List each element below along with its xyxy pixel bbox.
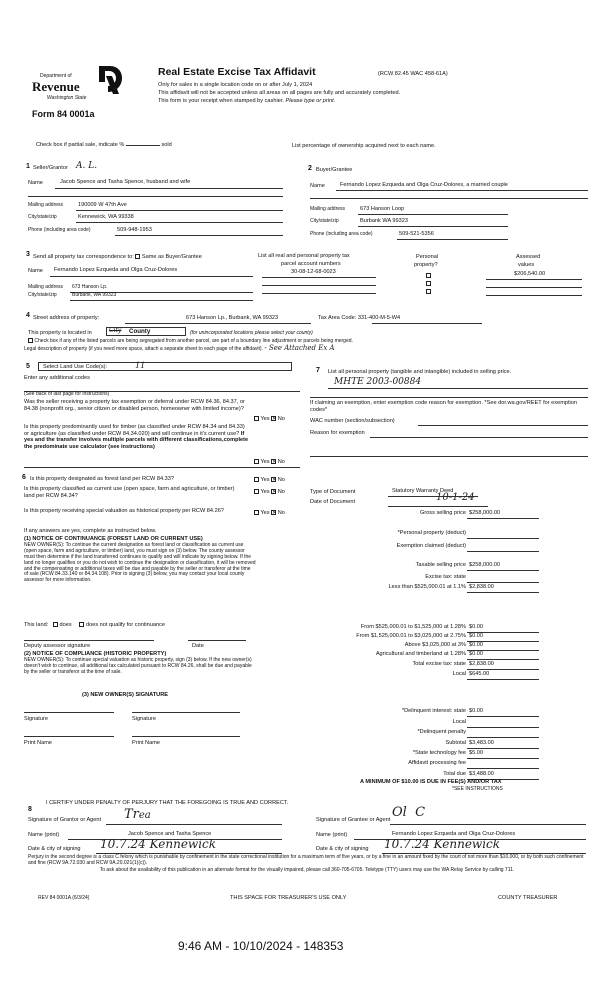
notice2-body: NEW OWNER(S): To continue special valuation as historic property, sign (3) below. If the new owner(s) doesn't wish to continue, all additional tax calculated pursuant to RCW 84.26, shall be due and payable by the seller or transferor at the time of sale. xyxy=(24,657,252,675)
assessed-value[interactable]: $206,540.00 xyxy=(514,271,546,277)
tax-row-value[interactable]: $0.00 xyxy=(469,642,483,648)
grantor-signature[interactable]: Trea xyxy=(124,807,151,822)
s6-q2-yes-checkbox[interactable] xyxy=(254,489,259,494)
section8-num: 8 xyxy=(28,806,32,813)
print-name-label-1: Print Name xyxy=(24,740,52,746)
recording-stamp: 9:46 AM - 10/10/2024 - 148353 xyxy=(178,939,344,953)
s6-q3-yes-checkbox[interactable] xyxy=(254,510,259,515)
q2-no: No xyxy=(277,459,285,465)
buyer-phone[interactable]: 509-521-5356 xyxy=(399,231,434,237)
grantee-date-label: Date & city of signing xyxy=(316,846,369,852)
tax-row-label: Agricultural and timberland at 1.28% xyxy=(375,651,466,657)
tax-row-label: *Delinquent penalty xyxy=(417,729,466,735)
grantor-sig-label: Signature of Grantor or Agent xyxy=(28,817,102,823)
s6-q1-yes-checkbox[interactable] xyxy=(254,477,259,482)
county-struck: City xyxy=(109,327,122,334)
legal-description-label: Legal description of property (if you need more space, attach a separate sheet to each page of the affidavit). xyxy=(24,346,263,352)
corr-name-label: Name xyxy=(28,268,43,274)
landuse-num: 5 xyxy=(26,363,30,370)
tax-row-value[interactable]: $0.00 xyxy=(469,708,483,714)
tax-row-label: *Delinquent interest: state xyxy=(401,708,466,714)
tax-row-value[interactable]: $0.00 xyxy=(469,633,483,639)
located-label: This property is located in xyxy=(28,330,92,336)
doc-type[interactable]: Statutory Warranty Deed xyxy=(392,488,454,494)
corr-name[interactable]: Fernando Lopez Ezqueda and Olga Cruz-Dolores xyxy=(54,267,178,273)
treasurer-space: THIS SPACE FOR TREASURER'S USE ONLY xyxy=(230,895,347,901)
q2-no-checkbox[interactable]: ✕ xyxy=(272,459,277,466)
legal-handwriting[interactable]: - See Attached Ex A xyxy=(264,344,335,352)
personal-num: 7 xyxy=(316,367,320,374)
tax-row-label: Affidavit processing fee xyxy=(408,760,466,766)
same-as-buyer-label: Same as Buyer/Grantee xyxy=(141,254,202,260)
tax-row-label: Total excise tax: state xyxy=(412,661,466,667)
reason-label: Reason for exemption xyxy=(310,430,365,436)
grantor-print-name[interactable]: Jacob Spence and Tasha Spence xyxy=(128,831,212,837)
signature-label-2: Signature xyxy=(132,716,156,722)
tax-row-label: Gross selling price xyxy=(419,510,466,516)
personal-heading-2: property? xyxy=(414,262,438,268)
tax-row-label: Total due xyxy=(443,771,466,777)
land-use-select[interactable] xyxy=(38,362,292,371)
s6-q3-no: No xyxy=(277,510,285,516)
land-use-code: 11 xyxy=(135,361,146,370)
buyer-num: 2 xyxy=(308,165,312,172)
seller-city[interactable]: Kennewick, WA 99338 xyxy=(78,214,134,220)
tax-area-code[interactable]: 331-400-M-5-W4 xyxy=(357,315,401,321)
tax-row-value[interactable]: $5.00 xyxy=(469,750,483,756)
seller-city-label: City/state/zip xyxy=(28,214,57,220)
grantee-print-label: Name (print) xyxy=(316,832,348,838)
seller-heading: Seller/Grantor xyxy=(33,165,68,171)
if-yes-note: If any answers are yes, complete as instructed below. xyxy=(24,528,157,534)
tax-row-value[interactable]: $258,000.00 xyxy=(469,510,501,516)
does-label: does xyxy=(59,622,72,628)
county-note: (for unincorporated locations please select your county) xyxy=(190,330,313,336)
same-as-buyer-checkbox[interactable] xyxy=(135,254,140,259)
correspondence-num: 3 xyxy=(26,251,30,258)
corr-mailing[interactable]: 673 Hanson Lp. xyxy=(72,284,108,290)
deputy-date-label: Date xyxy=(192,643,204,649)
street-num: 4 xyxy=(26,312,30,319)
buyer-city-label: City/state/zip xyxy=(310,218,339,224)
s6-q3: Is this property receiving special valuation as historical property per RCW 84.26? xyxy=(24,508,224,514)
dept-top: Department of xyxy=(40,73,72,79)
notice2-title: (2) NOTICE OF COMPLIANCE (HISTORIC PROPERTY) xyxy=(24,651,167,657)
correspondence-heading: Send all property tax correspondence to: xyxy=(33,254,134,260)
notice1-title: (1) NOTICE OF CONTINUANCE (FOREST LAND OR CURRENT USE) xyxy=(24,536,203,542)
seller-handwriting: A. L. xyxy=(76,161,98,171)
grantee-sig-label: Signature of Grantee or Agent xyxy=(316,817,391,823)
q1-no: No xyxy=(277,416,285,422)
statute: (RCW 82.45 WAC 458-61A) xyxy=(378,71,448,77)
doc-type-label: Type of Document xyxy=(310,489,356,495)
tax-row-value[interactable]: $645.00 xyxy=(469,671,490,677)
buyer-name[interactable]: Fernando Lopez Ezqueda and Olga Cruz-Dolores, a married couple xyxy=(340,182,508,188)
assessed-heading-1: Assessed xyxy=(516,254,541,260)
tax-row-label: Above $3,025,000 at 3% xyxy=(404,642,466,648)
buyer-mailing-label: Mailing address xyxy=(310,206,346,212)
section6-num: 6 xyxy=(22,474,26,481)
buyer-city[interactable]: Burbank WA 99323 xyxy=(360,218,408,224)
dor-logo-mark xyxy=(96,64,124,96)
partial-sale-label: Check box if partial sale, indicate % xyxy=(36,142,125,148)
q1-yes: Yes xyxy=(260,416,270,422)
header-line-2: This affidavit will not be accepted unless all areas on all pages are fully and accurately completed. xyxy=(158,90,401,96)
tax-row-label: From $1,525,000.01 to $3,025,000 at 2.75% xyxy=(356,633,466,639)
landuse-q2b: If yes and the transfer involves multiple parcels with different classifications,complete the predominate use calculator (see instructions) xyxy=(24,430,249,450)
wac-label: WAC number (section/subsection) xyxy=(310,418,395,424)
buyer-heading: Buyer/Grantee xyxy=(316,167,353,173)
tax-row-label: Less than $525,000.01 at 1.1% xyxy=(388,584,466,590)
form-number: Form 84 0001a xyxy=(32,109,95,119)
tax-area-label: Tax Area Code: xyxy=(318,315,357,321)
tax-row-label: *State technology fee xyxy=(412,750,466,756)
buyer-mailing[interactable]: 673 Hanson Loop xyxy=(360,206,405,212)
availability-note: To ask about the availability of this publication in an alternate format for the visually impaired, please call 360-705-6705. Teletype (TTY) users may use the WA Relay Service by calling 711. xyxy=(99,867,515,873)
tax-row-value[interactable]: $3,488.00 xyxy=(469,771,494,777)
partial-sold: sold xyxy=(161,142,172,148)
corr-city[interactable]: Burbank, WA 99323 xyxy=(72,292,117,298)
tax-row-label: Local xyxy=(452,719,466,725)
notice1-body: NEW OWNER(S): To continue the current designation as forest land or classification as current use (open space, farm and agriculture, or timber) land, you must sign on (3) below. The county assessor must then determine if the land transferred continues to qualify and will indicate by signing below. If the land no longer qualifies or you do not wish to continue the designation or classification, it will be removed and the compensating or additional taxes will be due and payable by the seller or transferor at the time of sale (RCW 84.33.140 or 84.34.108). Prior to signing (3) below, you may contact your local county assessor for more information. xyxy=(24,542,256,584)
s6-q3-yes: Yes xyxy=(260,510,270,516)
parcels-heading-1: List all real and personal property tax xyxy=(258,253,350,259)
seller-num: 1 xyxy=(26,163,30,170)
signature-label-1: Signature xyxy=(24,716,48,722)
s6-q3-no-checkbox[interactable]: ✕ xyxy=(272,510,277,517)
grantee-print-name[interactable]: Fernando Lopez Ezqueda and Olga Cruz-Dolores xyxy=(392,831,516,837)
certify-text: I CERTIFY UNDER PENALTY OF PERJURY THAT THE FOREGOING IS TRUE AND CORRECT. xyxy=(46,800,289,806)
personal-handwriting[interactable]: MHTE 2003-00884 xyxy=(334,377,422,387)
additional-codes-label: Enter any additional codes xyxy=(24,375,90,381)
buyer-phone-label: Phone (including area code) xyxy=(310,231,373,237)
land-use-label: Select Land Use Code(s): xyxy=(43,363,108,370)
tax-row-label: Exemption claimed (deduct) xyxy=(396,543,466,549)
does-not-checkbox[interactable] xyxy=(79,622,84,627)
county-select[interactable] xyxy=(106,327,186,336)
s6-q1-no: No xyxy=(277,477,285,483)
tax-row-label: Subtotal xyxy=(445,740,466,746)
county-value: County xyxy=(129,327,151,335)
s6-q1-no-checkbox[interactable]: ✕ xyxy=(272,477,277,484)
form-title: Real Estate Excise Tax Affidavit xyxy=(158,66,316,78)
ownership-note: List percentage of ownership acquired next to each name. xyxy=(292,143,436,149)
s6-q1: Is this property designated as forest land per RCW 84.33? xyxy=(30,476,174,482)
corr-mailing-label: Mailing address xyxy=(28,284,64,290)
doc-date[interactable]: 10-1-24 xyxy=(436,492,475,503)
parcel-number[interactable]: 30-08-12-68-0023 xyxy=(291,269,336,275)
tax-row-label: *Personal property (deduct) xyxy=(397,530,466,536)
personal-checkbox-3[interactable] xyxy=(426,289,431,294)
does-checkbox[interactable] xyxy=(53,622,58,627)
tax-row-label: From $525,000.01 to $1,525,000 at 1.28% xyxy=(360,624,466,630)
new-owner-title: (3) NEW OWNER(S) SIGNATURE xyxy=(82,692,168,698)
doc-date-label: Date of Document xyxy=(310,499,356,505)
personal-checkbox-1[interactable] xyxy=(426,273,431,278)
s6-q2: Is this property classified as current use (open space, farm and agriculture, or timber) land per RCW 84.34? xyxy=(24,486,235,499)
q2-yes-checkbox[interactable] xyxy=(254,459,259,464)
seller-phone[interactable]: 509-948-1953 xyxy=(117,227,152,233)
seller-name[interactable]: Jacob Spence and Tasha Spence, husband and wife xyxy=(60,179,191,185)
seller-name-label: Name xyxy=(28,180,43,186)
this-land-label: This land: xyxy=(24,622,49,628)
print-name-label-2: Print Name xyxy=(132,740,160,746)
personal-label: List all personal property (tangible and intangible) included in selling price. xyxy=(328,369,512,375)
grantor-date-label: Date & city of signing xyxy=(28,846,81,852)
q1-no-checkbox[interactable]: ✕ xyxy=(272,416,277,423)
seller-phone-label: Phone (including area code) xyxy=(28,227,91,233)
tax-row-value[interactable]: $0.00 xyxy=(469,651,483,657)
seller-mailing-label: Mailing address xyxy=(28,202,64,208)
street-address[interactable]: 673 Hanson Lp., Burbank, WA 99323 xyxy=(186,315,279,321)
grantee-date-city[interactable]: 10.7.24 Kennewick xyxy=(384,837,501,851)
landuse-q2a: Is this property predominantly used for timber (as classified under RCW 84.34 and 84.33) or agriculture (as classified under RCW 84.34.020) and will continue in it's current use? xyxy=(24,424,245,437)
tax-row-label: Excise tax: state xyxy=(425,574,466,580)
s6-q1-yes: Yes xyxy=(260,477,270,483)
dept-sub: Washington State xyxy=(47,95,87,101)
county-treasurer: COUNTY TREASURER xyxy=(498,895,558,901)
corr-city-label: City/state/zip xyxy=(28,292,57,298)
seller-mailing[interactable]: 190009 W 47th Ave xyxy=(78,202,127,208)
tax-row-value[interactable]: $3,483.00 xyxy=(469,740,494,746)
tax-row-value[interactable]: $2,838.00 xyxy=(469,584,494,590)
segregated-checkbox[interactable] xyxy=(28,338,33,343)
header-line-3: This form is your receipt when stamped by cashier. xyxy=(158,98,284,104)
dept-main: Revenue xyxy=(32,79,80,94)
q2-yes: Yes xyxy=(260,459,270,465)
q1-yes-checkbox[interactable] xyxy=(254,416,259,421)
s6-q2-no: No xyxy=(277,489,285,495)
personal-heading-1: Personal xyxy=(416,254,439,260)
personal-checkbox-2[interactable] xyxy=(426,281,431,286)
perjury-note: Perjury in the second degree is a class C felony which is punishable by confinement in the state correctional institution for a maximum term of five years, or by a fine in an amount fixed by the court of not more than $10,000, or by both such confinement and fine (RCW 9A.72.030 and RCW 9A.20.021(1)(c)). xyxy=(28,854,584,866)
buyer-name-label: Name xyxy=(310,183,325,189)
does-not-label: does not qualify for continuance xyxy=(85,622,165,628)
see-instructions: *SEE INSTRUCTIONS xyxy=(452,786,503,792)
street-label: Street address of property: xyxy=(33,315,100,321)
type-or-print: Please type or print. xyxy=(285,98,336,104)
minimum-note: A MINIMUM OF $10.00 IS DUE IN FEE(S) AND/OR TAX xyxy=(360,779,502,785)
parcels-heading-2: parcel account numbers xyxy=(281,261,341,267)
deputy-label: Deputy assessor signature xyxy=(24,643,91,649)
tax-row-value[interactable]: $0.00 xyxy=(469,624,483,630)
tax-row-label: Local xyxy=(452,671,466,677)
tax-row-value[interactable]: $2,838.00 xyxy=(469,661,494,667)
tax-row-label: Taxable selling price xyxy=(415,562,466,568)
grantor-print-label: Name (print) xyxy=(28,832,60,838)
s6-q2-yes: Yes xyxy=(260,489,270,495)
see-back: (See back of last page for instructions) xyxy=(24,391,110,397)
header-line-1: Only for sales in a single location code on or after July 1, 2024 xyxy=(158,82,313,88)
segregated-note: Check box if any of the listed parcels are being segregated from another parcel, are part of a boundary line adjustment or parcels being merged. xyxy=(34,337,353,344)
grantor-date-city[interactable]: 10.7.24 Kennewick xyxy=(100,837,217,851)
landuse-q1: Was the seller receiving a property tax exemption or deferral under RCW 84.36, 84.37, or 84.38 (nonprofit org., senior citizen or disabled person, homeowner with limited income)? xyxy=(24,399,245,412)
grantee-signature[interactable]: Ol C xyxy=(392,805,426,820)
rev-number: REV 84 0001A (6/3/24) xyxy=(38,895,90,901)
tax-row-value[interactable]: $258,000.00 xyxy=(469,562,501,568)
assessed-heading-2: values xyxy=(518,262,535,268)
s6-q2-no-checkbox[interactable]: ✕ xyxy=(272,489,277,496)
exemption-note: If claiming an exemption, enter exemption code reason for exemption. *See dor.wa.gov/REET for exemption codes* xyxy=(310,400,577,413)
